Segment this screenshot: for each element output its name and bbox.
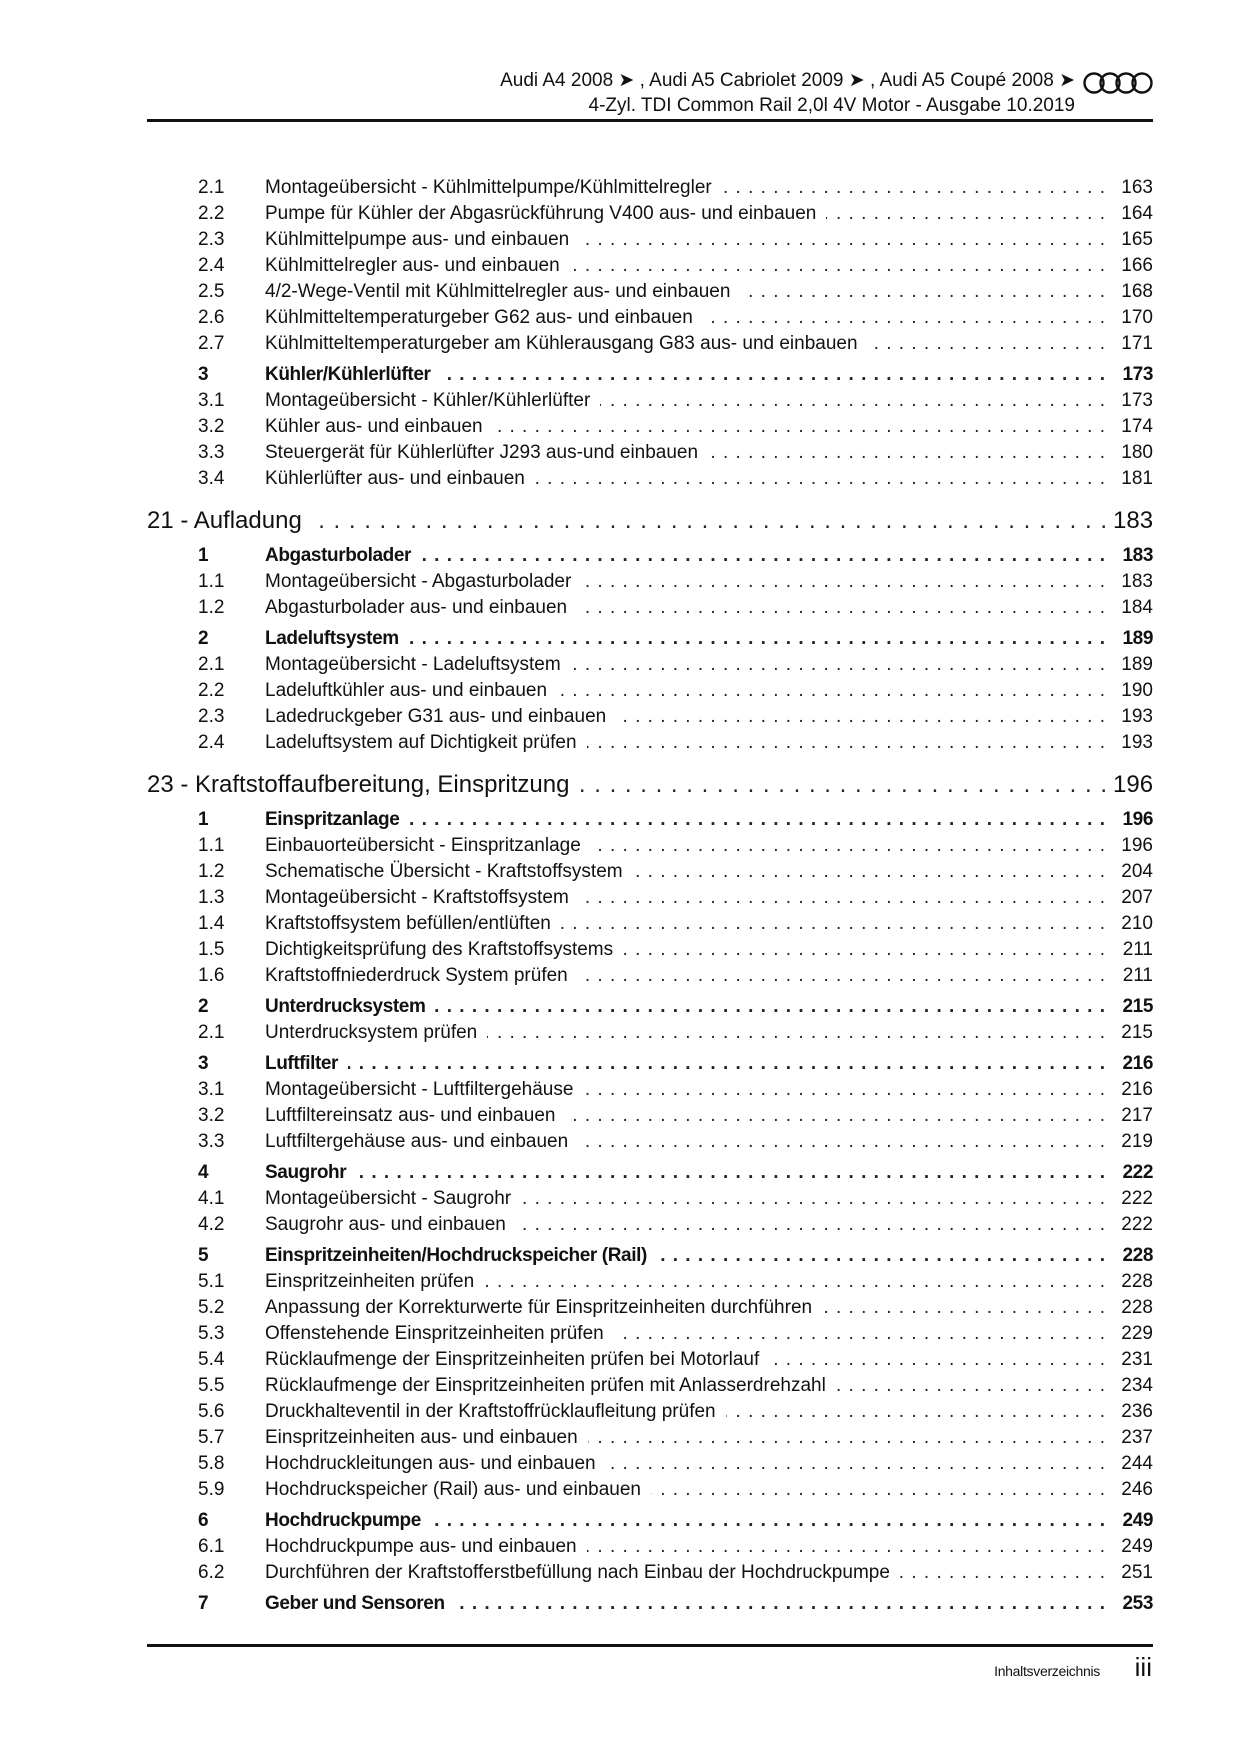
- dot-leader: [583, 1077, 1105, 1103]
- dot-leader: [587, 1534, 1105, 1560]
- toc-title: 21 - Aufladung: [147, 504, 312, 538]
- dot-leader: [836, 1373, 1105, 1399]
- toc-number: 7: [198, 1593, 209, 1614]
- toc-entry-row[interactable]: [147, 1373, 1153, 1399]
- toc-title: Geber und Sensoren: [265, 1591, 455, 1617]
- toc-page-number: 174: [1105, 414, 1153, 440]
- dot-leader: [616, 704, 1105, 730]
- toc-title: Luftfiltergehäuse aus- und einbauen: [265, 1129, 578, 1155]
- dot-leader: [535, 466, 1105, 492]
- toc-title: Druckhalteventil in der Kraftstoffrücklaufleitung prüfen: [265, 1399, 726, 1425]
- toc-page-number: 183: [1105, 569, 1153, 595]
- toc-number: 2.6: [198, 307, 225, 328]
- toc-number: 2.2: [198, 203, 225, 224]
- toc-title: Kraftstoffsystem befüllen/entlüften: [265, 911, 561, 937]
- toc-title: Montageübersicht - Kühlmittelpumpe/Kühlmittelregler: [265, 175, 722, 201]
- toc-page-number: 190: [1105, 678, 1153, 704]
- toc-section-row[interactable]: [147, 1591, 1153, 1617]
- toc-number: 1.1: [198, 835, 225, 856]
- toc-title: 4/2-Wege-Ventil mit Kühlmittelregler aus- und einbauen: [265, 279, 740, 305]
- toc-number: 5: [198, 1245, 209, 1266]
- dot-leader: [579, 768, 1107, 802]
- toc-number: 3.1: [198, 1079, 225, 1100]
- dot-leader: [431, 1508, 1105, 1534]
- toc-page-number: 168: [1105, 279, 1153, 305]
- toc-entry-row[interactable]: [147, 388, 1153, 414]
- toc-title: Montageübersicht - Kraftstoffsystem: [265, 885, 579, 911]
- toc-entry-row[interactable]: [147, 331, 1153, 357]
- toc-page-number: 180: [1105, 440, 1153, 466]
- toc-entry-row[interactable]: [147, 253, 1153, 279]
- toc-number: 2.3: [198, 706, 225, 727]
- toc-page-number: 165: [1105, 227, 1153, 253]
- toc-number: 2.1: [198, 654, 225, 675]
- toc-entry-row[interactable]: [147, 730, 1153, 756]
- toc-entry-row[interactable]: [147, 963, 1153, 989]
- toc-page-number: 189: [1105, 652, 1153, 678]
- dot-leader: [565, 1103, 1105, 1129]
- toc-entry-row[interactable]: [147, 1425, 1153, 1451]
- toc-number: 1: [198, 809, 209, 830]
- toc-number: 2: [198, 628, 209, 649]
- toc-page-number: 211: [1105, 937, 1153, 963]
- toc-number: 2.1: [198, 177, 225, 198]
- toc-page-number: 231: [1105, 1347, 1153, 1373]
- toc-page-number: 249: [1105, 1534, 1153, 1560]
- toc-entry-row[interactable]: [147, 937, 1153, 963]
- toc-page-number: 204: [1105, 859, 1153, 885]
- toc-number: 3.3: [198, 442, 225, 463]
- toc-page-number: 183: [1105, 543, 1153, 569]
- toc-entry-row[interactable]: [147, 1103, 1153, 1129]
- toc-number: 6.2: [198, 1562, 225, 1583]
- toc-number: 5.4: [198, 1349, 225, 1370]
- toc-page-number: 189: [1105, 626, 1153, 652]
- dot-leader: [587, 730, 1105, 756]
- toc-number: 3.4: [198, 468, 225, 489]
- toc-number: 3.1: [198, 390, 225, 411]
- toc-page-number: 196: [1107, 768, 1153, 802]
- toc-title: Offenstehende Einspritzeinheiten prüfen: [265, 1321, 614, 1347]
- toc-number: 3: [198, 364, 209, 385]
- toc-number: 3.3: [198, 1131, 225, 1152]
- toc-entry-row[interactable]: [147, 1129, 1153, 1155]
- dot-leader: [651, 1477, 1105, 1503]
- dot-leader: [726, 1399, 1105, 1425]
- toc-title: Ladedruckgeber G31 aus- und einbauen: [265, 704, 616, 730]
- toc-number: 1.5: [198, 939, 225, 960]
- toc-entry-row[interactable]: [147, 1560, 1153, 1586]
- toc-page-number: 210: [1105, 911, 1153, 937]
- toc-entry-row[interactable]: [147, 1399, 1153, 1425]
- toc-number: 2.4: [198, 732, 225, 753]
- toc-title: Abgasturbolader: [265, 543, 421, 569]
- dot-leader: [708, 440, 1105, 466]
- dot-leader: [487, 1020, 1105, 1046]
- footer-section-label: Inhaltsverzeichnis: [994, 1663, 1100, 1679]
- dot-leader: [455, 1591, 1105, 1617]
- toc-page-number: 237: [1105, 1425, 1153, 1451]
- dot-leader: [822, 1295, 1105, 1321]
- toc-page-number: 222: [1105, 1212, 1153, 1238]
- dot-leader: [578, 963, 1105, 989]
- toc-entry-row[interactable]: [147, 1347, 1153, 1373]
- dot-leader: [581, 569, 1105, 595]
- toc-number: 5.1: [198, 1271, 225, 1292]
- toc-title: Kühler aus- und einbauen: [265, 414, 493, 440]
- toc-entry-row[interactable]: [147, 414, 1153, 440]
- toc-number: 5.5: [198, 1375, 225, 1396]
- toc-page-number: 196: [1105, 807, 1153, 833]
- toc-number: 1.2: [198, 861, 225, 882]
- toc-entry-row[interactable]: [147, 885, 1153, 911]
- toc-page-number: 234: [1105, 1373, 1153, 1399]
- toc-number: 2.2: [198, 680, 225, 701]
- dot-leader: [312, 504, 1107, 538]
- toc-number: 3.2: [198, 1105, 225, 1126]
- toc-page-number: 251: [1105, 1560, 1153, 1586]
- toc-page-number: 173: [1105, 388, 1153, 414]
- toc-entry-row[interactable]: [147, 1295, 1153, 1321]
- toc-title: Ladeluftkühler aus- und einbauen: [265, 678, 557, 704]
- toc-number: 6: [198, 1510, 209, 1531]
- toc-number: 5.6: [198, 1401, 225, 1422]
- toc-page-number: 173: [1105, 362, 1153, 388]
- toc-title: Kühler/Kühlerlüfter: [265, 362, 441, 388]
- dot-leader: [516, 1212, 1105, 1238]
- dot-leader: [521, 1186, 1105, 1212]
- toc-page-number: 211: [1105, 963, 1153, 989]
- dot-leader: [356, 1160, 1105, 1186]
- toc-page-number: 253: [1105, 1591, 1153, 1617]
- toc-title: Einspritzeinheiten/Hochdruckspeicher (Rail): [265, 1243, 657, 1269]
- toc-page-number: 181: [1105, 466, 1153, 492]
- toc-number: 1: [198, 545, 209, 566]
- toc-entry-row[interactable]: [147, 1186, 1153, 1212]
- footer-page-number: iii: [1134, 1652, 1152, 1682]
- toc-entry-row[interactable]: [147, 1321, 1153, 1347]
- dot-leader: [578, 1129, 1105, 1155]
- toc-entry-row[interactable]: [147, 305, 1153, 331]
- toc-section-row[interactable]: [147, 1243, 1153, 1269]
- dot-leader: [623, 937, 1105, 963]
- toc-title: Hochdruckpumpe aus- und einbauen: [265, 1534, 587, 1560]
- dot-leader: [614, 1321, 1105, 1347]
- toc-title: Unterdrucksystem: [265, 994, 435, 1020]
- dot-leader: [579, 885, 1105, 911]
- dot-leader: [435, 994, 1105, 1020]
- toc-title: Einspritzanlage: [265, 807, 409, 833]
- toc-number: 1.2: [198, 597, 225, 618]
- toc-section-row[interactable]: [147, 807, 1153, 833]
- toc-page-number: 166: [1105, 253, 1153, 279]
- toc-page-number: 163: [1105, 175, 1153, 201]
- header-vehicle-models: Audi A4 2008 ➤ , Audi A5 Cabriolet 2009 ➤ , Audi A5 Coupé 2008 ➤: [500, 70, 1075, 91]
- toc-title: Einspritzeinheiten prüfen: [265, 1269, 484, 1295]
- toc-number: 3: [198, 1053, 209, 1074]
- dot-leader: [591, 833, 1105, 859]
- toc-entry-row[interactable]: [147, 1020, 1153, 1046]
- toc-title: Steuergerät für Kühlerlüfter J293 aus-und einbauen: [265, 440, 708, 466]
- dot-leader: [421, 543, 1105, 569]
- toc-title: Durchführen der Kraftstofferstbefüllung nach Einbau der Hochdruckpumpe: [265, 1560, 900, 1586]
- dot-leader: [557, 678, 1105, 704]
- dot-leader: [409, 626, 1105, 652]
- toc-entry-row[interactable]: [147, 911, 1153, 937]
- toc-page-number: 196: [1105, 833, 1153, 859]
- dot-leader: [348, 1051, 1105, 1077]
- toc-section-row[interactable]: [147, 994, 1153, 1020]
- dot-leader: [606, 1451, 1105, 1477]
- toc-entry-row[interactable]: [147, 1451, 1153, 1477]
- toc-entry-row[interactable]: [147, 1212, 1153, 1238]
- toc-number: 3.2: [198, 416, 225, 437]
- toc-page-number: 216: [1105, 1077, 1153, 1103]
- toc-number: 1.3: [198, 887, 225, 908]
- toc-page-number: 216: [1105, 1051, 1153, 1077]
- dot-leader: [900, 1560, 1105, 1586]
- dot-leader: [769, 1347, 1105, 1373]
- toc-entry-row[interactable]: [147, 678, 1153, 704]
- toc-page-number: 215: [1105, 994, 1153, 1020]
- toc-section-row[interactable]: [147, 1508, 1153, 1534]
- toc-entry-row[interactable]: [147, 175, 1153, 201]
- toc-page-number: 222: [1105, 1186, 1153, 1212]
- toc-page-number: 215: [1105, 1020, 1153, 1046]
- dot-leader: [570, 253, 1105, 279]
- toc-entry-row[interactable]: [147, 1269, 1153, 1295]
- toc-page-number: 164: [1105, 201, 1153, 227]
- dot-leader: [826, 201, 1105, 227]
- dot-leader: [561, 911, 1105, 937]
- dot-leader: [571, 652, 1105, 678]
- toc-title: Einbauorteübersicht - Einspritzanlage: [265, 833, 591, 859]
- toc-title: Dichtigkeitsprüfung des Kraftstoffsystems: [265, 937, 623, 963]
- toc-page-number: 193: [1105, 704, 1153, 730]
- toc-title: Einspritzeinheiten aus- und einbauen: [265, 1425, 588, 1451]
- toc-number: 2.4: [198, 255, 225, 276]
- dot-leader: [409, 807, 1105, 833]
- toc-section-row[interactable]: [147, 1051, 1153, 1077]
- toc-title: Ladeluftsystem auf Dichtigkeit prüfen: [265, 730, 587, 756]
- toc-entry-row[interactable]: [147, 595, 1153, 621]
- toc-title: Anpassung der Korrekturwerte für Einspritzeinheiten durchführen: [265, 1295, 822, 1321]
- dot-leader: [441, 362, 1105, 388]
- toc-entry-row[interactable]: [147, 1477, 1153, 1503]
- toc-title: Luftfiltereinsatz aus- und einbauen: [265, 1103, 565, 1129]
- toc-title: Montageübersicht - Ladeluftsystem: [265, 652, 571, 678]
- toc-number: 5.2: [198, 1297, 225, 1318]
- toc-title: Montageübersicht - Luftfiltergehäuse: [265, 1077, 583, 1103]
- dot-leader: [579, 227, 1105, 253]
- toc-entry-row[interactable]: [147, 1534, 1153, 1560]
- toc-page-number: 193: [1105, 730, 1153, 756]
- toc-page-number: 228: [1105, 1243, 1153, 1269]
- dot-leader: [588, 1425, 1105, 1451]
- toc-chapter-heading[interactable]: [147, 768, 1153, 802]
- toc-page-number: 228: [1105, 1295, 1153, 1321]
- toc-title: Montageübersicht - Abgasturbolader: [265, 569, 581, 595]
- toc-section-row[interactable]: [147, 1160, 1153, 1186]
- toc-page-number: 183: [1107, 504, 1153, 538]
- toc-entry-row[interactable]: [147, 704, 1153, 730]
- audi-rings-icon: [1083, 71, 1153, 95]
- toc-page-number: 217: [1105, 1103, 1153, 1129]
- toc-number: 5.9: [198, 1479, 225, 1500]
- toc-page-number: 228: [1105, 1269, 1153, 1295]
- dot-leader: [633, 859, 1105, 885]
- toc-page-number: 170: [1105, 305, 1153, 331]
- toc-title: Kühlmitteltemperaturgeber G62 aus- und einbauen: [265, 305, 703, 331]
- toc-title: Kühlmittelregler aus- und einbauen: [265, 253, 570, 279]
- toc-title: Unterdrucksystem prüfen: [265, 1020, 487, 1046]
- toc-page-number: 236: [1105, 1399, 1153, 1425]
- toc-number: 1.1: [198, 571, 225, 592]
- toc-page-number: 219: [1105, 1129, 1153, 1155]
- table-of-contents: [147, 175, 1153, 1617]
- toc-page-number: 246: [1105, 1477, 1153, 1503]
- toc-page-number: 249: [1105, 1508, 1153, 1534]
- toc-page-number: 222: [1105, 1160, 1153, 1186]
- toc-number: 4: [198, 1162, 209, 1183]
- toc-title: Rücklaufmenge der Einspritzeinheiten prüfen bei Motorlauf: [265, 1347, 769, 1373]
- toc-title: Saugrohr: [265, 1160, 356, 1186]
- toc-section-row[interactable]: [147, 362, 1153, 388]
- header-divider: [147, 119, 1153, 122]
- toc-page-number: 207: [1105, 885, 1153, 911]
- toc-entry-row[interactable]: [147, 652, 1153, 678]
- toc-title: Hochdruckleitungen aus- und einbauen: [265, 1451, 606, 1477]
- toc-title: Rücklaufmenge der Einspritzeinheiten prüfen mit Anlasserdrehzahl: [265, 1373, 836, 1399]
- toc-title: Kühlmitteltemperaturgeber am Kühlerausgang G83 aus- und einbauen: [265, 331, 868, 357]
- toc-section-row[interactable]: [147, 626, 1153, 652]
- toc-title: Luftfilter: [265, 1051, 348, 1077]
- toc-number: 2: [198, 996, 209, 1017]
- dot-leader: [722, 175, 1105, 201]
- dot-leader: [484, 1269, 1105, 1295]
- toc-entry-row[interactable]: [147, 279, 1153, 305]
- toc-title: 23 - Kraftstoffaufbereitung, Einspritzung: [147, 768, 579, 802]
- toc-entry-row[interactable]: [147, 227, 1153, 253]
- toc-number: 5.7: [198, 1427, 225, 1448]
- dot-leader: [600, 388, 1105, 414]
- toc-entry-row[interactable]: [147, 1077, 1153, 1103]
- toc-title: Kühlmittelpumpe aus- und einbauen: [265, 227, 579, 253]
- toc-number: 5.3: [198, 1323, 225, 1344]
- toc-number: 1.4: [198, 913, 225, 934]
- toc-number: 1.6: [198, 965, 225, 986]
- toc-title: Abgasturbolader aus- und einbauen: [265, 595, 577, 621]
- footer-divider: [147, 1644, 1153, 1647]
- dot-leader: [868, 331, 1105, 357]
- toc-number: 2.1: [198, 1022, 225, 1043]
- toc-number: 4.2: [198, 1214, 225, 1235]
- toc-section-row[interactable]: [147, 543, 1153, 569]
- toc-title: Hochdruckpumpe: [265, 1508, 431, 1534]
- toc-number: 2.7: [198, 333, 225, 354]
- toc-entry-row[interactable]: [147, 833, 1153, 859]
- toc-number: 2.5: [198, 281, 225, 302]
- toc-chapter-heading[interactable]: [147, 504, 1153, 538]
- toc-page-number: 184: [1105, 595, 1153, 621]
- toc-title: Kühlerlüfter aus- und einbauen: [265, 466, 535, 492]
- toc-number: 4.1: [198, 1188, 225, 1209]
- toc-page-number: 244: [1105, 1451, 1153, 1477]
- dot-leader: [740, 279, 1105, 305]
- header-text: [500, 68, 1075, 118]
- toc-entry-row[interactable]: [147, 859, 1153, 885]
- toc-title: Pumpe für Kühler der Abgasrückführung V400 aus- und einbauen: [265, 201, 826, 227]
- dot-leader: [493, 414, 1105, 440]
- toc-title: Montageübersicht - Kühler/Kühlerlüfter: [265, 388, 600, 414]
- toc-entry-row[interactable]: [147, 466, 1153, 492]
- toc-title: Montageübersicht - Saugrohr: [265, 1186, 521, 1212]
- toc-title: Kraftstoffniederdruck System prüfen: [265, 963, 578, 989]
- toc-title: Hochdruckspeicher (Rail) aus- und einbauen: [265, 1477, 651, 1503]
- toc-entry-row[interactable]: [147, 440, 1153, 466]
- toc-page-number: 229: [1105, 1321, 1153, 1347]
- toc-number: 6.1: [198, 1536, 225, 1557]
- toc-title: Schematische Übersicht - Kraftstoffsystem: [265, 859, 633, 885]
- toc-entry-row[interactable]: [147, 569, 1153, 595]
- dot-leader: [703, 305, 1105, 331]
- toc-title: Saugrohr aus- und einbauen: [265, 1212, 516, 1238]
- header-engine-edition: 4-Zyl. TDI Common Rail 2,0l 4V Motor - Ausgabe 10.2019: [588, 95, 1075, 116]
- toc-number: 5.8: [198, 1453, 225, 1474]
- toc-number: 2.3: [198, 229, 225, 250]
- dot-leader: [657, 1243, 1105, 1269]
- toc-title: Ladeluftsystem: [265, 626, 409, 652]
- dot-leader: [577, 595, 1105, 621]
- toc-page-number: 171: [1105, 331, 1153, 357]
- toc-entry-row[interactable]: [147, 201, 1153, 227]
